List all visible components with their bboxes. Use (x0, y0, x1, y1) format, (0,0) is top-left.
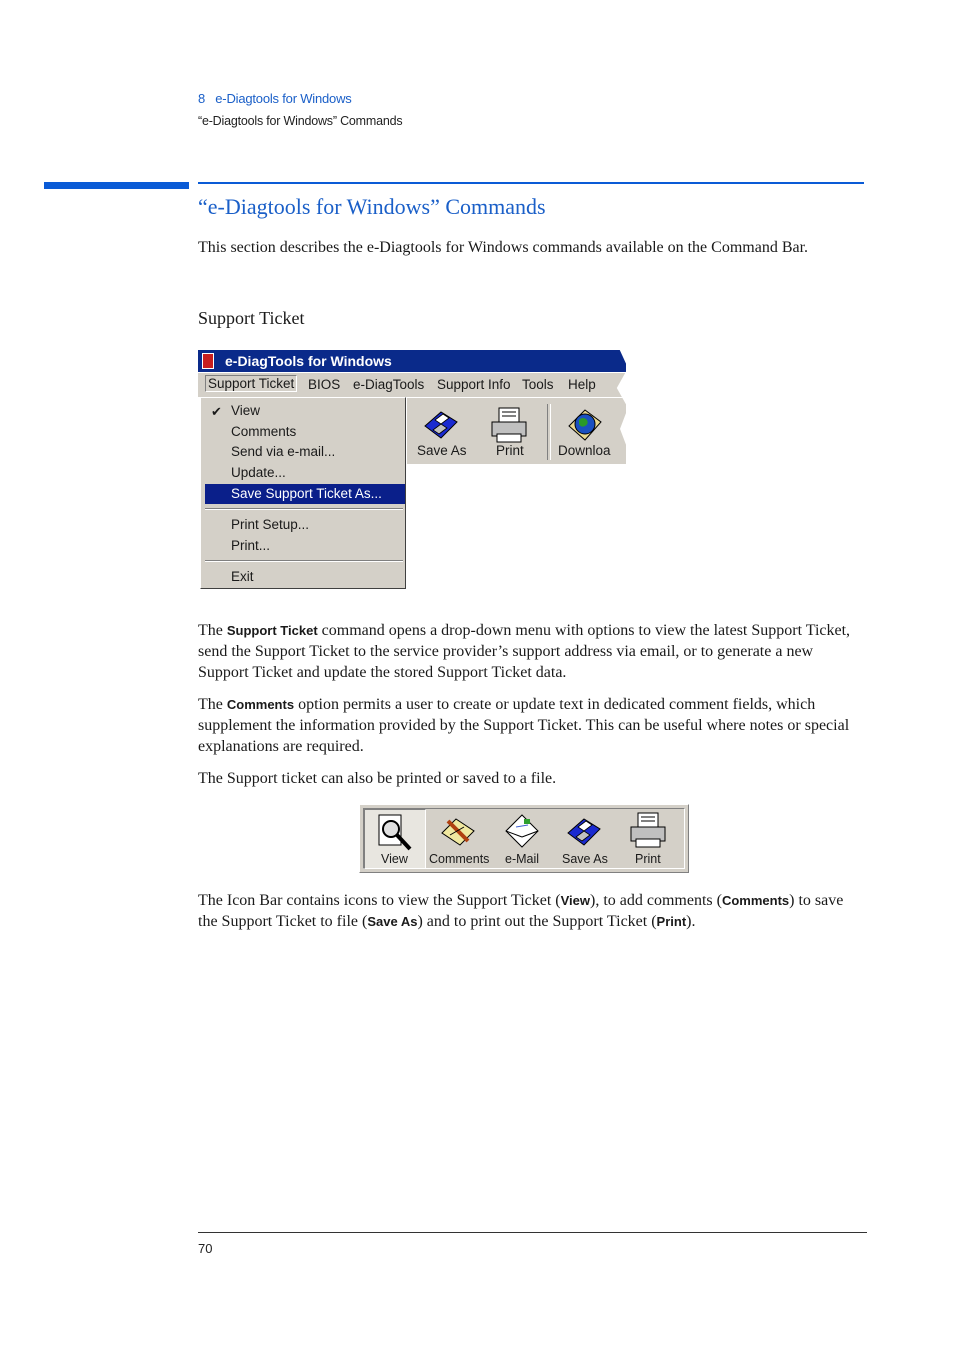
toolbar-print-label: Print (496, 443, 524, 458)
print-icon[interactable] (489, 406, 529, 444)
keyword-support-ticket: Support Ticket (226, 623, 318, 638)
text: ) to save the Support Ticket to file ( (198, 892, 844, 930)
icon-bar-screenshot (359, 804, 689, 873)
menu-e-diagtools[interactable]: e-DiagTools (353, 377, 425, 392)
text: The Icon Bar contains icons to view the Support Ticket ( (198, 892, 561, 909)
page-number: 70 (198, 1241, 213, 1256)
menu-tools[interactable]: Tools (522, 377, 554, 392)
support-ticket-dropdown (200, 397, 406, 589)
keyword-comments: Comments (226, 697, 295, 712)
comments-pencil-icon[interactable] (438, 813, 478, 851)
menu-item-print-setup[interactable]: Print Setup... (231, 517, 310, 532)
paragraph-icon-bar (198, 890, 862, 932)
save-as-icon[interactable] (421, 408, 461, 442)
menu-help[interactable]: Help (568, 377, 596, 392)
text: The (198, 696, 227, 713)
save-as-icon[interactable] (564, 815, 604, 849)
running-header-chapter (198, 91, 352, 106)
menu-item-view[interactable]: View (231, 403, 261, 418)
keyword-save-as: Save As (367, 914, 418, 929)
paragraph-print-save: The Support ticket can also be printed or saved to a file. (198, 770, 557, 787)
app-icon (202, 353, 214, 369)
text: ). (686, 913, 696, 930)
iconbar-comments-label: Comments (429, 852, 490, 866)
text: The (198, 622, 227, 639)
toolbar-download-label: Downloa (558, 443, 611, 458)
keyword-comments: Comments (721, 893, 790, 908)
text: ), to add comments ( (590, 892, 722, 909)
view-magnifier-icon[interactable] (376, 813, 416, 853)
window-screenshot (198, 347, 628, 592)
section-rule-right (198, 182, 864, 184)
window-title: e-DiagTools for Windows (225, 353, 392, 369)
menu-item-exit[interactable]: Exit (231, 569, 254, 584)
menu-separator (205, 508, 403, 510)
window-titlebar (198, 350, 626, 372)
checkmark-icon: ✔ (211, 404, 222, 419)
paragraph-support-ticket (198, 620, 862, 683)
menu-item-comments[interactable]: Comments (231, 424, 297, 439)
section-title: “e-Diagtools for Windows” Commands (198, 194, 546, 219)
text: command opens a drop-down menu with options to view the latest Support Ticket, send the Support Ticket to the service provider’s support address via email, or to generate a new Support Ticket and update the stored Support Ticket data. (198, 622, 851, 681)
section-rule-left (44, 182, 189, 189)
toolbar-save-as-label: Save As (417, 443, 467, 458)
menu-bios[interactable]: BIOS (308, 377, 341, 392)
keyword-print: Print (656, 914, 687, 929)
email-envelope-icon[interactable] (502, 811, 542, 851)
menu-item-update[interactable]: Update... (231, 465, 286, 480)
running-header-section: “e-Diagtools for Windows” Commands (198, 114, 403, 128)
subheading-support-ticket: Support Ticket (198, 308, 305, 328)
text: ) and to print out the Support Ticket ( (417, 913, 657, 930)
print-icon[interactable] (628, 811, 668, 849)
text: option permits a user to create or update text in dedicated comment fields, which supplement the information provided by the Support Ticket. This can be useful where notes or special explanations are required. (198, 696, 850, 755)
menu-item-print[interactable]: Print... (231, 538, 271, 553)
download-globe-icon[interactable] (565, 406, 605, 444)
intro-paragraph: This section describes the e-Diagtools for Windows commands available on the Command Bar. (198, 239, 809, 256)
keyword-view: View (560, 893, 590, 908)
footer-rule (198, 1232, 867, 1233)
toolbar (407, 398, 626, 464)
iconbar-save-as-label: Save As (562, 852, 608, 866)
chapter-title: e-Diagtools for Windows (215, 91, 352, 106)
menu-bar (198, 373, 628, 397)
menu-item-send-via-email[interactable]: Send via e-mail... (231, 444, 336, 459)
menu-item-save-support-ticket-as[interactable]: Save Support Ticket As... (231, 486, 382, 501)
menu-support-info[interactable]: Support Info (437, 377, 511, 392)
menu-separator (205, 560, 403, 562)
iconbar-email-label: e-Mail (505, 852, 540, 866)
paragraph-comments (198, 694, 862, 757)
iconbar-print-label: Print (635, 852, 661, 866)
menu-support-ticket[interactable]: Support Ticket (205, 375, 297, 392)
chapter-number: 8 (198, 91, 206, 106)
toolbar-separator (547, 404, 551, 460)
iconbar-view-label: View (381, 852, 408, 866)
